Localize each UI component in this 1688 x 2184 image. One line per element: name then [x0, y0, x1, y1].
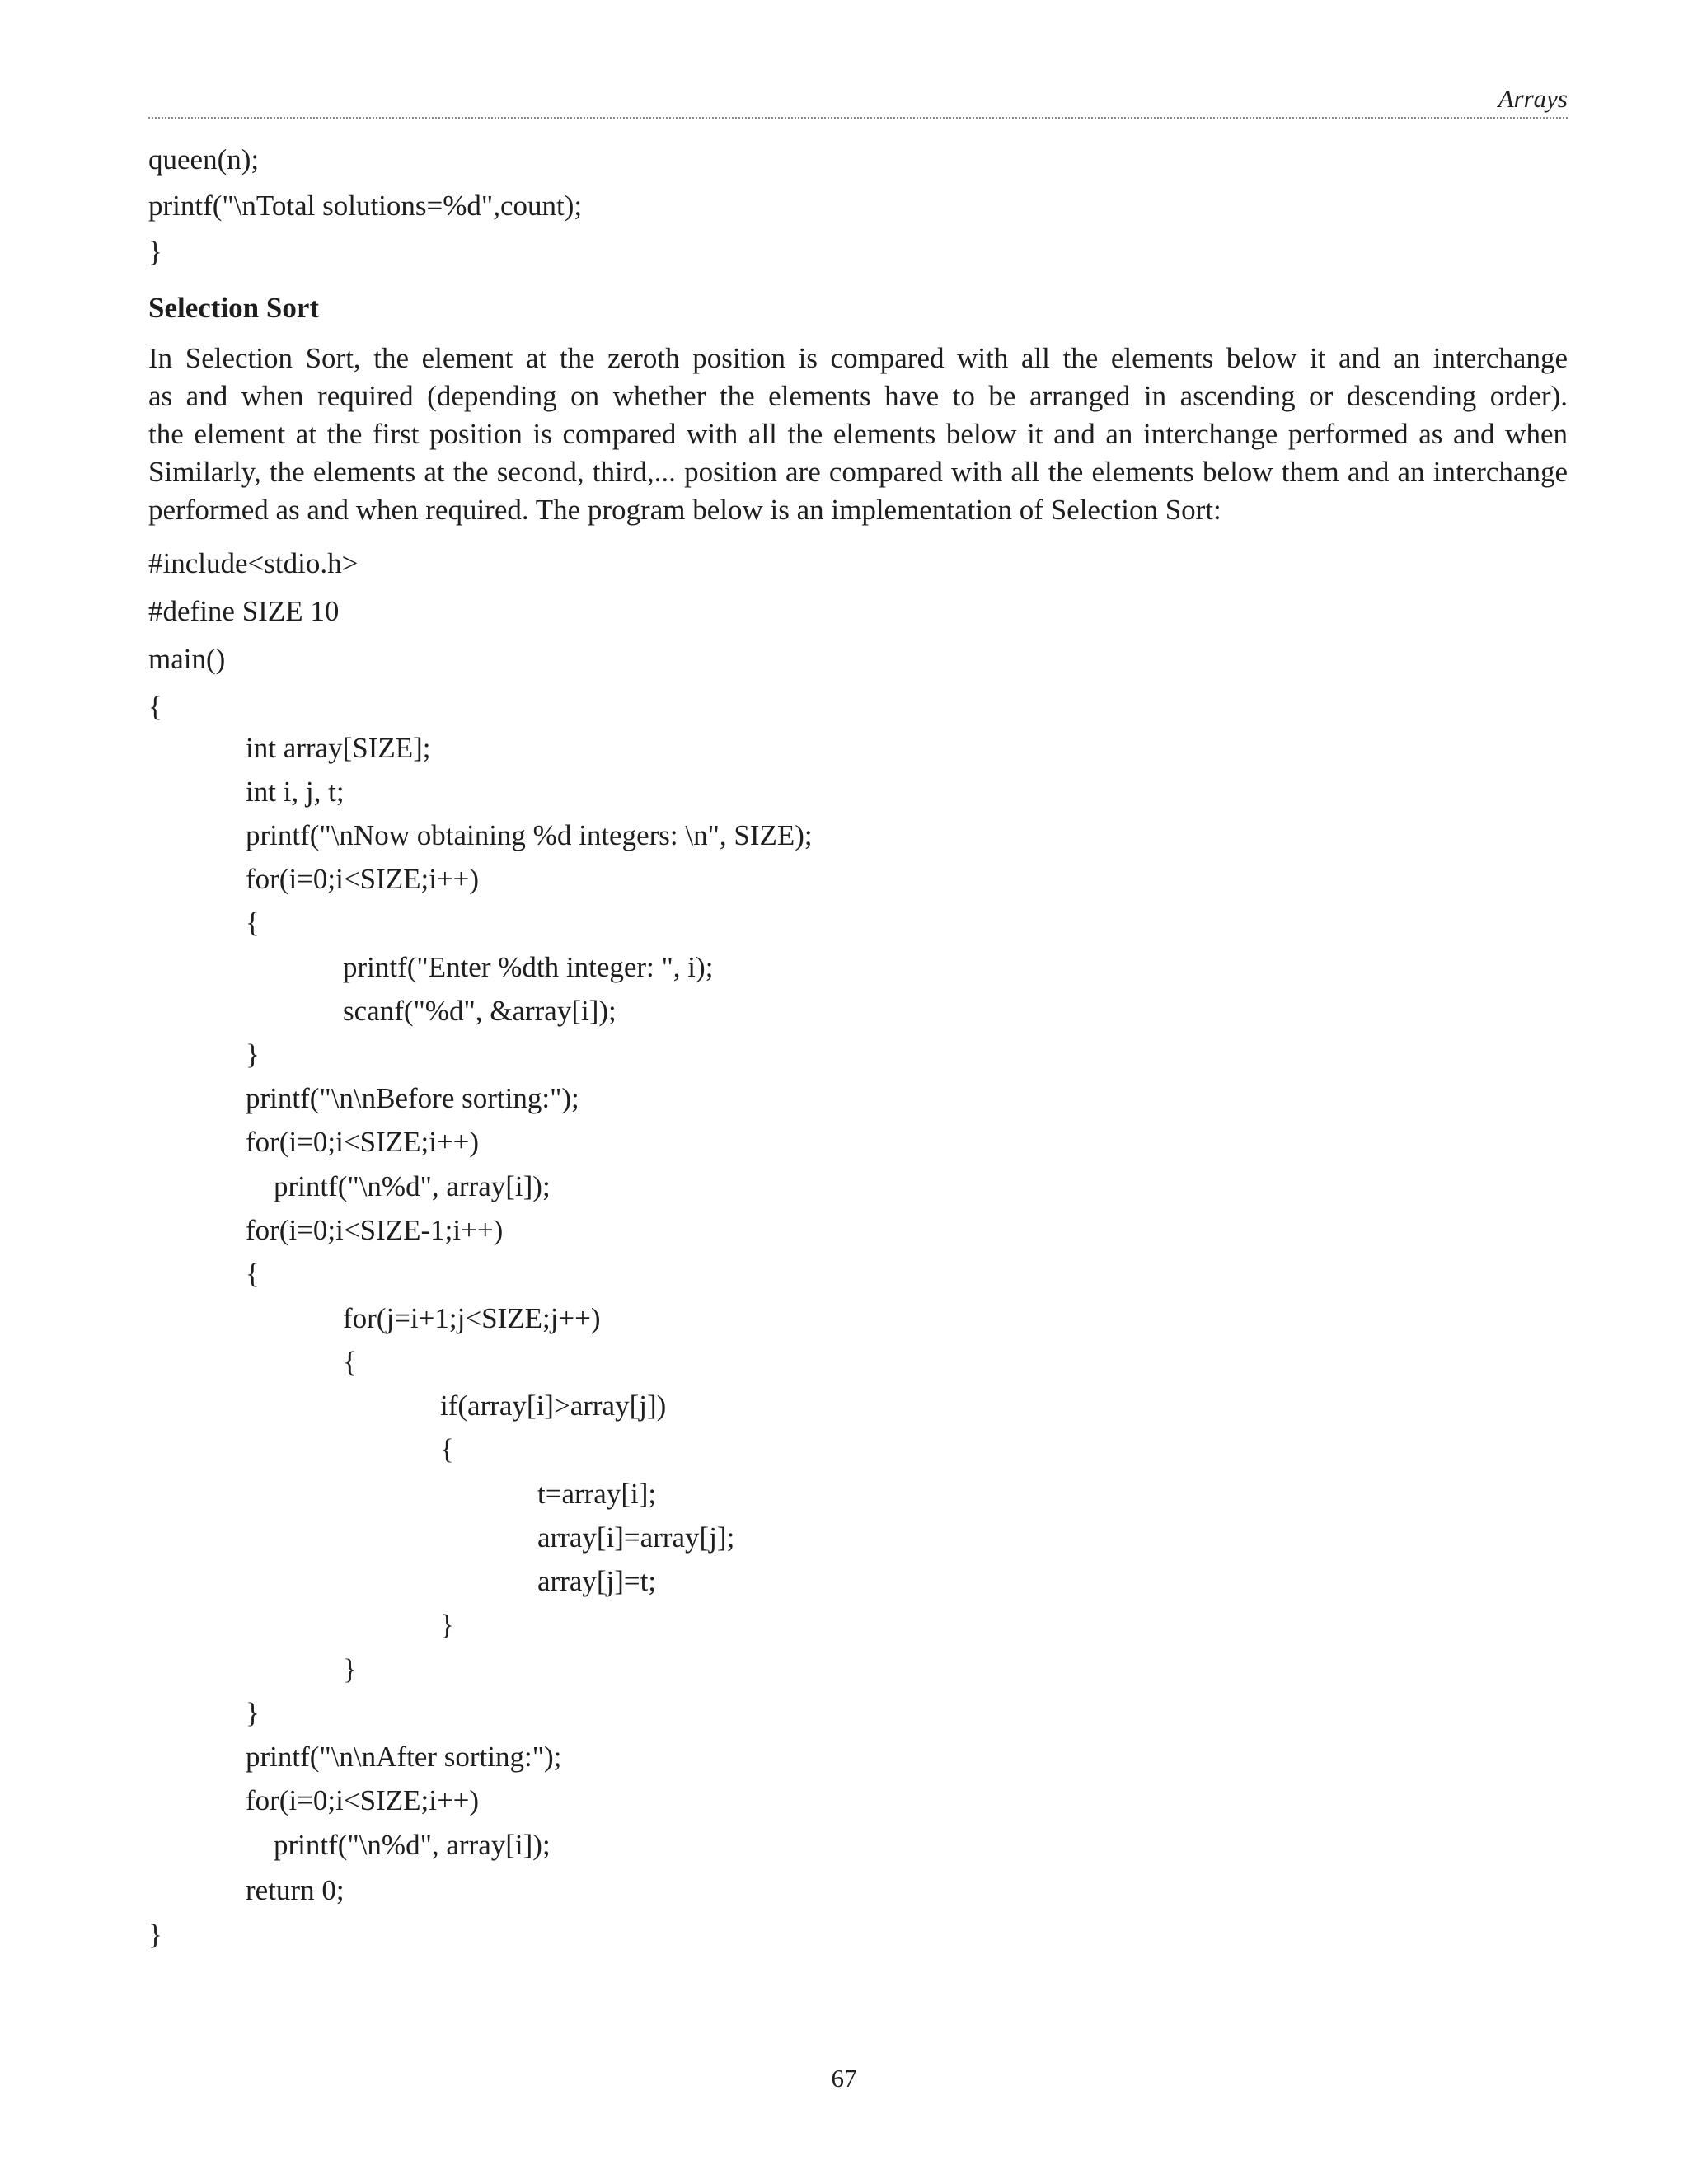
code-line: {: [246, 907, 260, 939]
code-line: {: [343, 1346, 357, 1378]
code-line: return 0;: [246, 1874, 345, 1906]
code-line: printf("\n%d", array[i]);: [274, 1829, 551, 1861]
paragraph-line: performed as and when required. The program below is an implementation of Selection Sort:: [148, 494, 1221, 526]
code-line: printf("\nNow obtaining %d integers: \n", SIZE);: [246, 819, 813, 851]
paragraph-line: In Selection Sort, the element at the zeroth position is compared with all the elements below it and an interchange: [148, 342, 1568, 374]
code-line: printf("\nTotal solutions=%d",count);: [148, 190, 583, 222]
code-line: main(): [148, 643, 226, 675]
code-line: {: [246, 1258, 260, 1290]
header-rule: [148, 117, 1568, 119]
code-line: {: [440, 1433, 454, 1465]
paragraph-line: Similarly, the elements at the second, third,... position are compared with all the elements below them and an interchange: [148, 456, 1568, 488]
code-line: t=array[i];: [537, 1478, 657, 1510]
code-line: #define SIZE 10: [148, 595, 340, 627]
code-line: array[i]=array[j];: [537, 1521, 735, 1554]
code-line: {: [148, 691, 162, 723]
code-line: }: [246, 1038, 260, 1071]
body-paragraph: [148, 340, 1568, 529]
code-line: array[j]=t;: [537, 1565, 657, 1597]
code-line: printf("Enter %dth integer: ", i);: [343, 951, 714, 983]
code-line: for(i=0;i<SIZE;i++): [246, 1784, 480, 1816]
code-line: }: [440, 1609, 454, 1641]
code-line: for(j=i+1;j<SIZE;j++): [343, 1302, 601, 1334]
code-line: for(i=0;i<SIZE-1;i++): [246, 1214, 504, 1246]
paragraph-line: the element at the first position is compared with all the elements below it and an interchange performed as and when: [148, 418, 1568, 450]
code-line: for(i=0;i<SIZE;i++): [246, 1126, 480, 1158]
running-head: Arrays: [1498, 84, 1568, 113]
code-line: printf("\n%d", array[i]);: [274, 1170, 551, 1202]
code-line: }: [148, 1919, 162, 1951]
code-line: for(i=0;i<SIZE;i++): [246, 863, 480, 895]
code-line: scanf("%d", &array[i]);: [343, 995, 617, 1027]
code-line: }: [246, 1697, 260, 1729]
paragraph-line: as and when required (depending on whether the elements have to be arranged in ascending or descending order).: [148, 380, 1568, 412]
code-line: printf("\n\nBefore sorting:");: [246, 1082, 579, 1114]
code-line: }: [148, 236, 162, 268]
code-line: if(array[i]>array[j]): [440, 1390, 667, 1422]
section-heading: Selection Sort: [148, 292, 320, 324]
page-number: 67: [831, 2064, 857, 2093]
code-line: printf("\n\nAfter sorting:");: [246, 1741, 562, 1773]
code-line: #include<stdio.h>: [148, 547, 359, 579]
code-line: queen(n);: [148, 143, 260, 176]
code-line: int array[SIZE];: [246, 732, 431, 764]
code-line: }: [343, 1653, 357, 1685]
code-line: int i, j, t;: [246, 776, 345, 808]
